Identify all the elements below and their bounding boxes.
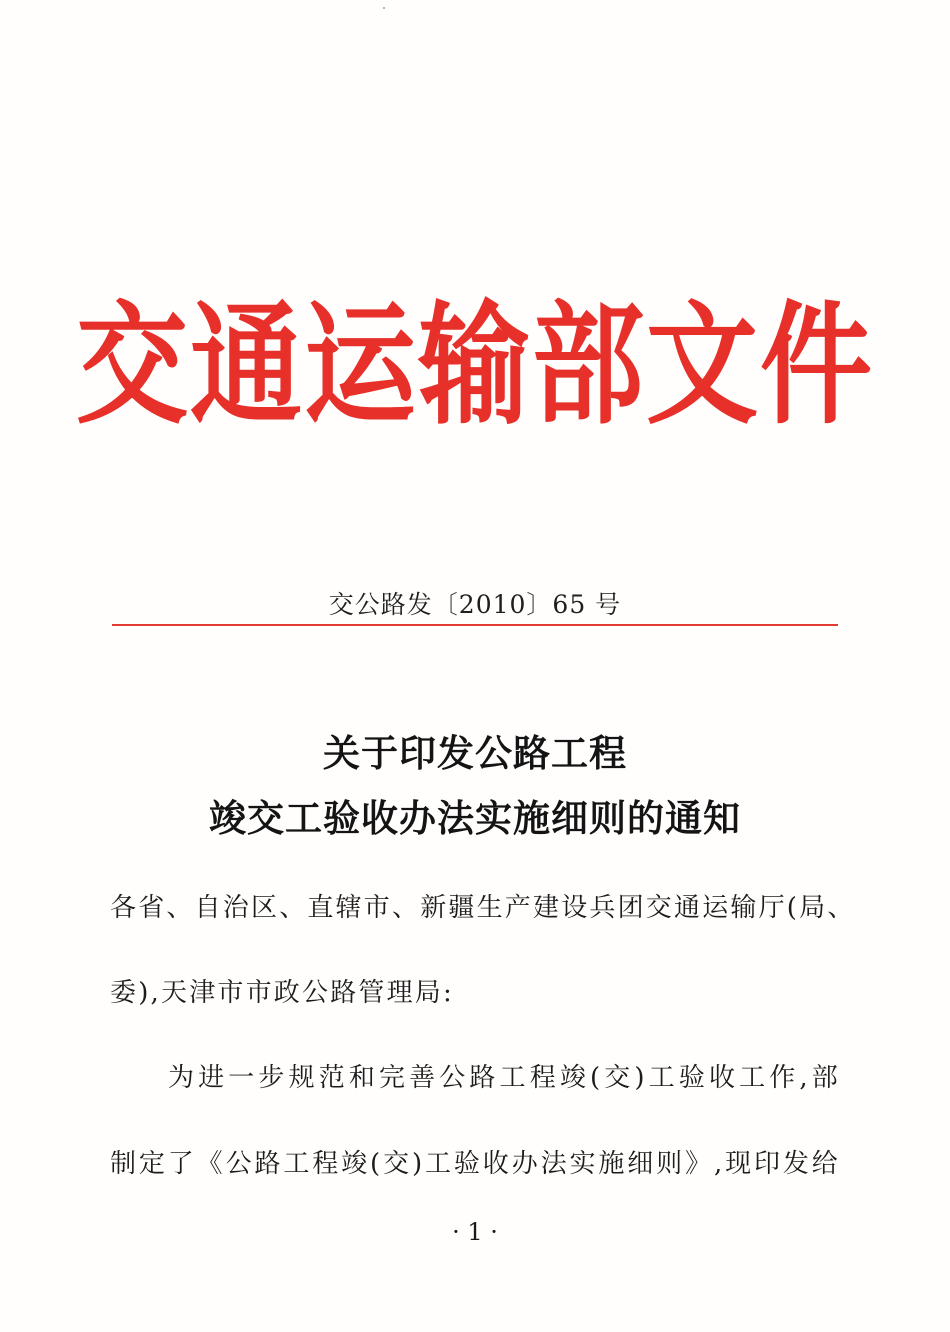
body-paragraph-line-2: 制定了《公路工程竣(交)工验收办法实施细则》,现印发给 [110, 1149, 840, 1179]
document-title-line-1: 关于印发公路工程 [323, 732, 627, 775]
page-number: · 1 · [452, 1218, 498, 1246]
document-title-line-2: 竣交工验收办法实施细则的通知 [209, 797, 741, 840]
addressee-line-1: 各省、自治区、直辖市、新疆生产建设兵团交通运输厅(局、 [110, 893, 856, 923]
red-divider-line [112, 624, 838, 626]
addressee-line-2: 委),天津市市政公路管理局: [110, 978, 454, 1008]
red-header-masthead: 交通运输部文件 [76, 289, 874, 443]
document-number: 交公路发〔2010〕65 号 [328, 590, 622, 619]
body-paragraph-line-1: 为进一步规范和完善公路工程竣(交)工验收工作,部 [168, 1063, 840, 1093]
scan-speck [383, 7, 385, 9]
